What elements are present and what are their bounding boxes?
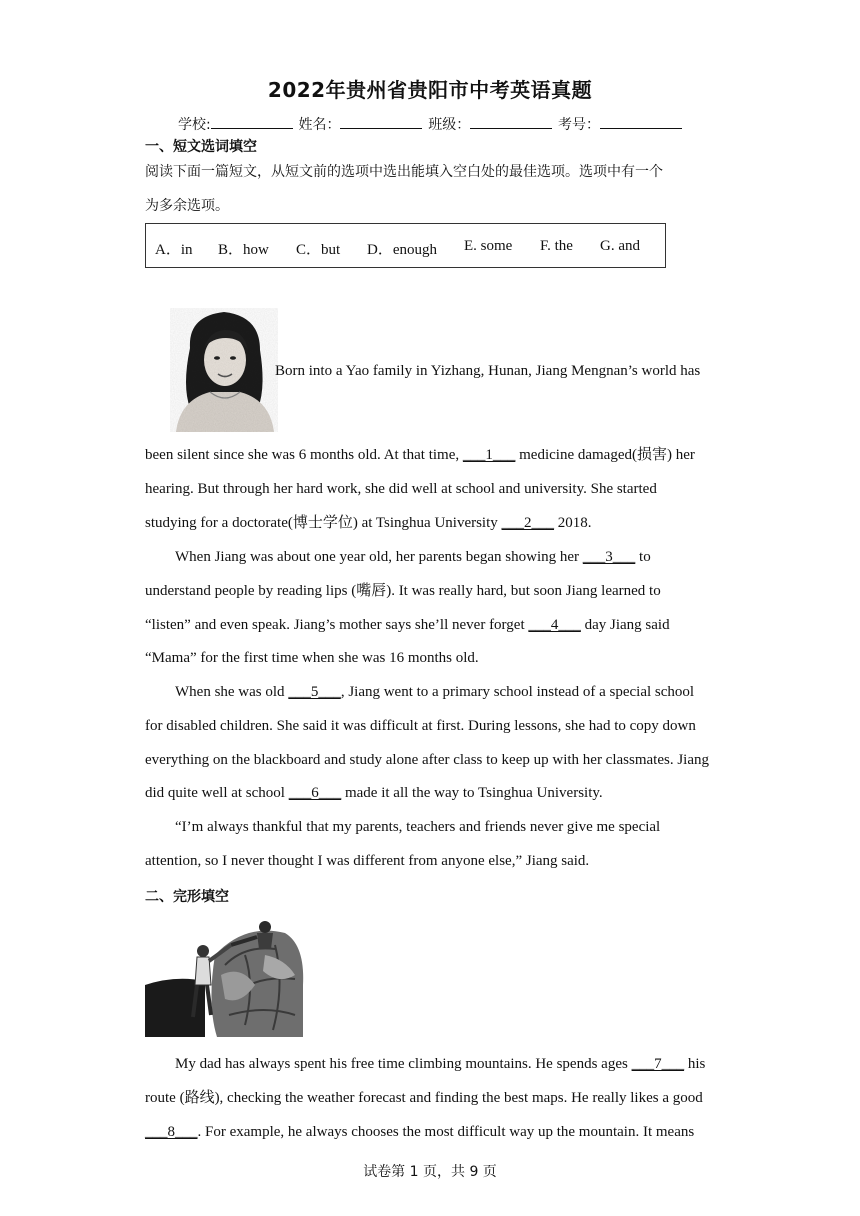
options-box — [145, 223, 666, 268]
blank-5[interactable]: ___5___ — [288, 684, 341, 700]
instruction-line-1: 阅读下面一篇短文，从短文前的选项中选出能填入空白处的最佳选项。选项中有一个 — [145, 164, 663, 180]
school-label: 学校: — [178, 117, 211, 133]
p2-text-f: day Jiang said — [580, 616, 670, 633]
girl-portrait-image — [170, 308, 278, 432]
name-blank[interactable] — [340, 114, 422, 129]
passage1-paragraph2 — [145, 541, 717, 676]
passage1-paragraph4 — [145, 811, 717, 879]
mountain-climbing-image — [145, 915, 305, 1037]
option-g: G. and — [600, 238, 640, 254]
s2-text-a: My dad has always spent his free time climbing mountains. He spends ages — [175, 1056, 632, 1072]
p2-line1 — [145, 541, 717, 575]
p4-line1 — [145, 811, 717, 845]
p1-line1 — [145, 439, 717, 473]
s2-text-e: . For example, he always chooses the most difficult way up the mountain. It means — [197, 1123, 695, 1140]
section1-instruction — [145, 155, 720, 223]
blank-2[interactable]: ___2___ — [501, 514, 555, 531]
p1-text-a: been silent since she was 6 months old. At that time, — [145, 447, 463, 463]
passage1-paragraph3 — [145, 676, 717, 811]
p3-line1 — [145, 676, 717, 710]
s2-line1 — [145, 1048, 717, 1082]
s2-text-c: his — [684, 1056, 706, 1072]
blank-1[interactable]: ___1___ — [462, 447, 516, 463]
passage1-paragraph1 — [145, 439, 717, 540]
p1-text-e: studying for a doctorate(博士学位) at Tsinghua University — [145, 514, 502, 531]
p2-text-c: to — [635, 549, 651, 565]
p2-line3 — [145, 609, 717, 643]
passage2-paragraph1 — [145, 1048, 717, 1149]
student-info-line — [178, 114, 684, 134]
s2-line2: route (路线), checking the weather forecast and finding the best maps. He really likes a good — [145, 1089, 703, 1106]
blank-3[interactable]: ___3___ — [582, 549, 636, 565]
p2-line4: “Mama” for the first time when she was 16 months old. — [145, 650, 479, 667]
p3-line3: everything on the blackboard and study alone after class to keep up with her classmates. Jiang — [145, 751, 709, 768]
p3-text-f: did quite well at school — [145, 785, 289, 802]
s2-line3 — [145, 1116, 717, 1150]
p3-line2: for disabled children. She said it was difficult at first. During lessons, she had to copy down — [145, 717, 696, 734]
p3-text-c: , Jiang went to a primary school instead of a special school — [340, 684, 695, 700]
section2-heading: 二、完形填空 — [145, 889, 229, 905]
instruction-line-2: 为多余选项。 — [145, 198, 229, 214]
p1-text-f: 2018. — [554, 514, 592, 531]
option-c: C．but — [296, 242, 341, 258]
p2-text-a: When Jiang was about one year old, her parents began showing her — [175, 549, 583, 565]
blank-6[interactable]: ___6___ — [288, 785, 342, 802]
p4-line2: attention, so I never thought I was different from anyone else,” Jiang said. — [145, 852, 590, 869]
p2-text-e: “listen” and even speak. Jiang’s mother says she’ll never forget — [145, 616, 529, 633]
blank-8[interactable]: ___8___ — [145, 1123, 198, 1140]
option-e: E. some — [464, 238, 513, 254]
class-label: 班级： — [428, 117, 471, 133]
p3-text-g: made it all the way to Tsinghua University. — [341, 785, 603, 802]
blank-7[interactable]: ___7___ — [631, 1056, 685, 1072]
school-blank[interactable] — [211, 114, 293, 129]
name-label: 姓名： — [298, 117, 341, 133]
option-d: D．enough — [367, 242, 437, 258]
option-a: A．in — [155, 242, 193, 258]
intro-line: Born into a Yao family in Yizhang, Hunan, Jiang Mengnan’s world has — [275, 363, 701, 379]
p2-line2: understand people by reading lips (嘴唇). It was really hard, but soon Jiang learned to — [145, 582, 661, 599]
number-blank[interactable] — [600, 114, 682, 129]
p1-text-c: medicine damaged(损害) her — [515, 447, 695, 463]
p3-line4 — [145, 777, 717, 811]
class-blank[interactable] — [470, 114, 552, 129]
p1-line2: hearing. But through her hard work, she did well at school and university. She started — [145, 480, 657, 497]
page-footer: 试卷第 1 页，共 9 页 — [363, 1164, 497, 1180]
page-title: 2022年贵州省贵阳市中考英语真题 — [267, 78, 593, 102]
p1-line3 — [145, 507, 717, 541]
option-f: F. the — [540, 238, 573, 254]
p4-text-a: “I’m always thankful that my parents, teachers and friends never give me special — [175, 819, 661, 835]
section1-heading: 一、短文选词填空 — [145, 139, 257, 155]
blank-4[interactable]: ___4___ — [528, 616, 581, 633]
p3-text-a: When she was old — [175, 684, 289, 700]
option-b: B．how — [218, 242, 269, 258]
number-label: 考号： — [557, 117, 600, 133]
